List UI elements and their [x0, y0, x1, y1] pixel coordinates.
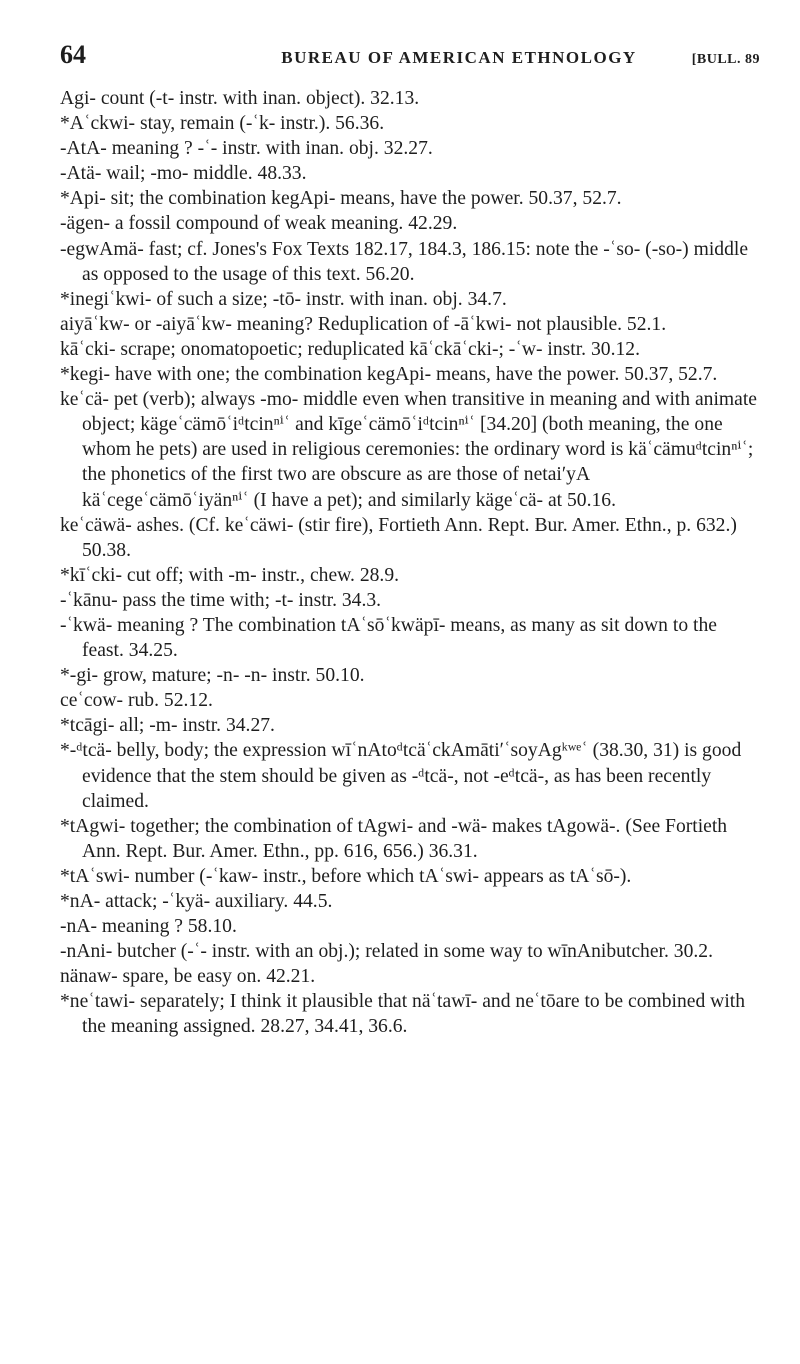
glossary-entry: -ʿkwä- meaning ? The combination tAʿsōʿkwäpī- means, as many as sit down to the feast. 34.25.	[60, 614, 717, 662]
glossary-entry: *nA- attack; -ʿkyä- auxiliary. 44.5.	[60, 891, 333, 912]
glossary-entry: aiyāʿkw- or -aiyāʿkw- meaning? Reduplication of -āʿkwi- not plausible. 52.1.	[60, 313, 667, 335]
glossary-entry: *-ᵈtcä- belly, body; the expression wīʿnAtoᵈtcäʿckAmātiʹʿsoyAgᵏʷᵉʿ (38.30, 31) is good evidence that the stem should be given as -ᵈtcä-, not -eᵈtcä-, as has been recently claimed.	[60, 740, 742, 812]
glossary-entry: -AtA- meaning ? -ʿ- instr. with inan. obj. 32.27.	[60, 138, 433, 160]
glossary-entry: ceʿcow- rub. 52.12.	[60, 690, 213, 712]
glossary-entry: keʿcä- pet (verb); always -mo- middle even when transitive in meaning and with animate object; kägeʿcämōʿiᵈtcinⁿⁱʿ and kīgeʿcämōʿiᵈtcinⁿⁱʿ [34.20] (both meaning, the one whom he pets) are used in religious ceremonies: the ordinary word is käʿcämuᵈtcinⁿⁱʿ; the phonetics of the first two are obscure as are those of netaiʹyA käʿcegeʿcämōʿiyänⁿⁱʿ (I have a pet); and similarly kägeʿcä- at 50.16.	[60, 389, 757, 511]
journal-title: BUREAU OF AMERICAN ETHNOLOGY	[281, 48, 637, 67]
glossary-entries	[60, 86, 760, 1040]
running-head	[60, 40, 760, 74]
glossary-entry: *Aʿckwi- stay, remain (-ʿk- instr.). 56.36.	[60, 113, 385, 135]
glossary-entry: -nA- meaning ? 58.10.	[60, 916, 237, 938]
glossary-entry: *tcāgi- all; -m- instr. 34.27.	[60, 715, 275, 737]
glossary-entry: *Api- sit; the combination kegApi- means, have the power. 50.37, 52.7.	[60, 188, 622, 210]
glossary-entry: *inegiʿkwi- of such a size; -tō- instr. with inan. obj. 34.7.	[60, 288, 507, 310]
glossary-entry: *tAʿswi- number (-ʿkaw- instr., before which tAʿswi- appears as tAʿsō-).	[60, 865, 632, 887]
glossary-entry: *tAgwi- together; the combination of tAgwi- and -wä- makes tAgowä-. (See Fortieth Ann. Rept. Bur. Amer. Ethn., pp. 616, 656.) 36.31.	[60, 815, 728, 862]
glossary-entry: Agi- count (-t- instr. with inan. object). 32.13.	[60, 88, 420, 109]
bulletin-reference: [BULL. 89	[691, 52, 760, 67]
glossary-entry: -ʿkānu- pass the time with; -t- instr. 34.3.	[60, 589, 382, 611]
glossary-entry: -ägen- a fossil compound of weak meaning. 42.29.	[60, 213, 458, 235]
glossary-entry: nänaw- spare, be easy on. 42.21.	[60, 966, 316, 988]
glossary-entry: keʿcäwä- ashes. (Cf. keʿcäwi- (stir fire), Fortieth Ann. Rept. Bur. Amer. Ethn., p. 632.) 50.38.	[60, 514, 737, 561]
glossary-entry: -egwAmä- fast; cf. Jones's Fox Texts 182.17, 184.3, 186.15: note the -ʿso- (-so-) middle as opposed to the usage of this text. 56.20.	[60, 238, 749, 285]
page-number: 64	[60, 40, 86, 69]
glossary-entry: -Atä- wail; -mo- middle. 48.33.	[60, 163, 307, 185]
glossary-entry: *kegi- have with one; the combination kegApi- means, have the power. 50.37, 52.7.	[60, 364, 718, 386]
glossary-entry: *kīʿcki- cut off; with -m- instr., chew. 28.9.	[60, 564, 400, 586]
glossary-entry: kāʿcki- scrape; onomatopoetic; reduplicated kāʿckāʿcki-; -ʿw- instr. 30.12.	[60, 338, 640, 360]
glossary-entry: -nAni- butcher (-ʿ- instr. with an obj.); related in some way to wīnAnibutcher. 30.2.	[60, 941, 713, 963]
glossary-entry: *-gi- grow, mature; -n- -n- instr. 50.10.	[60, 665, 365, 687]
glossary-entry: *neʿtawi- separately; I think it plausible that näʿtawī- and neʿtōare to be combined with the meaning assigned. 28.27, 34.41, 36.6.	[60, 991, 746, 1038]
